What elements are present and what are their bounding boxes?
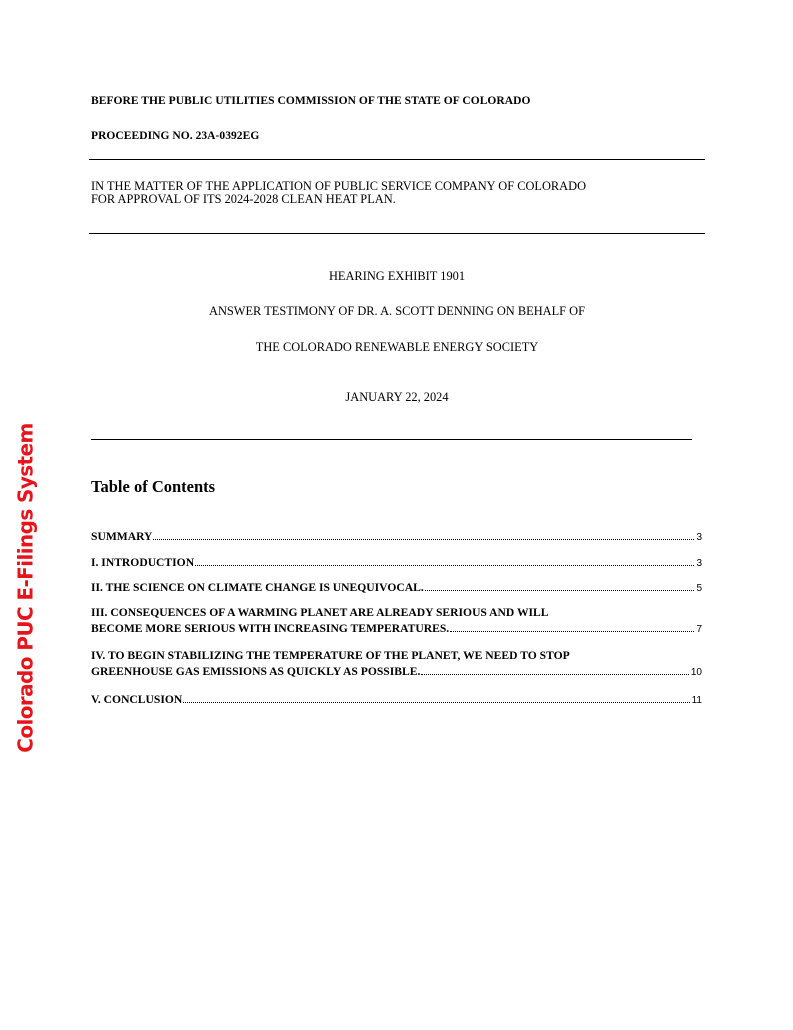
filing-date: JANUARY 22, 2024 [345,390,449,404]
toc-entry-stabilizing[interactable] [91,648,702,680]
matter-caption-line-2: FOR APPROVAL OF ITS 2024-2028 CLEAN HEAT PLAN. [91,192,396,206]
toc-entry-label: BECOME MORE SERIOUS WITH INCREASING TEMPERATURES. [91,621,450,635]
toc-dot-leader [183,702,689,703]
toc-page-number: 7 [696,623,702,635]
toc-entry-science[interactable] [91,580,702,597]
toc-entry-label: I. INTRODUCTION [91,556,195,569]
toc-title: Table of Contents [91,477,216,496]
testimony-title: ANSWER TESTIMONY OF DR. A. SCOTT DENNING ON BEHALF OF [209,304,585,318]
toc-dot-leader [195,565,694,566]
toc-entry-label: V. CONCLUSION [91,693,183,706]
top-divider [89,159,705,160]
toc-entry-label-line-1: III. CONSEQUENCES OF A WARMING PLANET ARE ALREADY SERIOUS AND WILL [91,606,549,619]
toc-dot-leader [421,674,689,675]
toc-dot-leader [153,539,694,540]
toc-page-number: 3 [696,532,702,543]
toc-entry-conclusion[interactable] [91,692,702,709]
toc-entry-label: GREENHOUSE GAS EMISSIONS AS QUICKLY AS POSSIBLE. [91,664,421,678]
toc-page-number: 11 [691,695,702,706]
toc-page-number: 10 [690,666,702,678]
toc-page-number: 3 [696,558,702,569]
toc-dot-leader [450,631,694,632]
party-name: THE COLORADO RENEWABLE ENERGY SOCIETY [255,340,539,354]
e-filings-stamp [8,423,44,753]
commission-heading: BEFORE THE PUBLIC UTILITIES COMMISSION OF THE STATE OF COLORADO [91,95,531,107]
proceeding-number: PROCEEDING NO. 23A-0392EG [91,130,260,142]
toc-entry-label: SUMMARY [91,530,153,543]
toc-entry-label: II. THE SCIENCE ON CLIMATE CHANGE IS UNEQUIVOCAL. [91,581,424,594]
toc-page-number: 5 [696,583,702,594]
toc-entry-consequences[interactable] [91,605,702,637]
matter-caption-line-1: IN THE MATTER OF THE APPLICATION OF PUBLIC SERVICE COMPANY OF COLORADO [91,179,587,193]
bottom-divider [89,233,705,234]
toc-entry-introduction[interactable] [91,555,702,572]
matter-caption [91,180,706,206]
toc-entry-summary[interactable] [91,529,702,546]
e-filings-stamp-text: Colorado PUC E-Filings System [14,423,38,753]
toc-entry-label-line-1: IV. TO BEGIN STABILIZING THE TEMPERATURE OF THE PLANET, WE NEED TO STOP [91,649,570,662]
signature-rule [91,439,692,440]
exhibit-title: HEARING EXHIBIT 1901 [328,269,466,283]
toc-dot-leader [425,590,695,591]
